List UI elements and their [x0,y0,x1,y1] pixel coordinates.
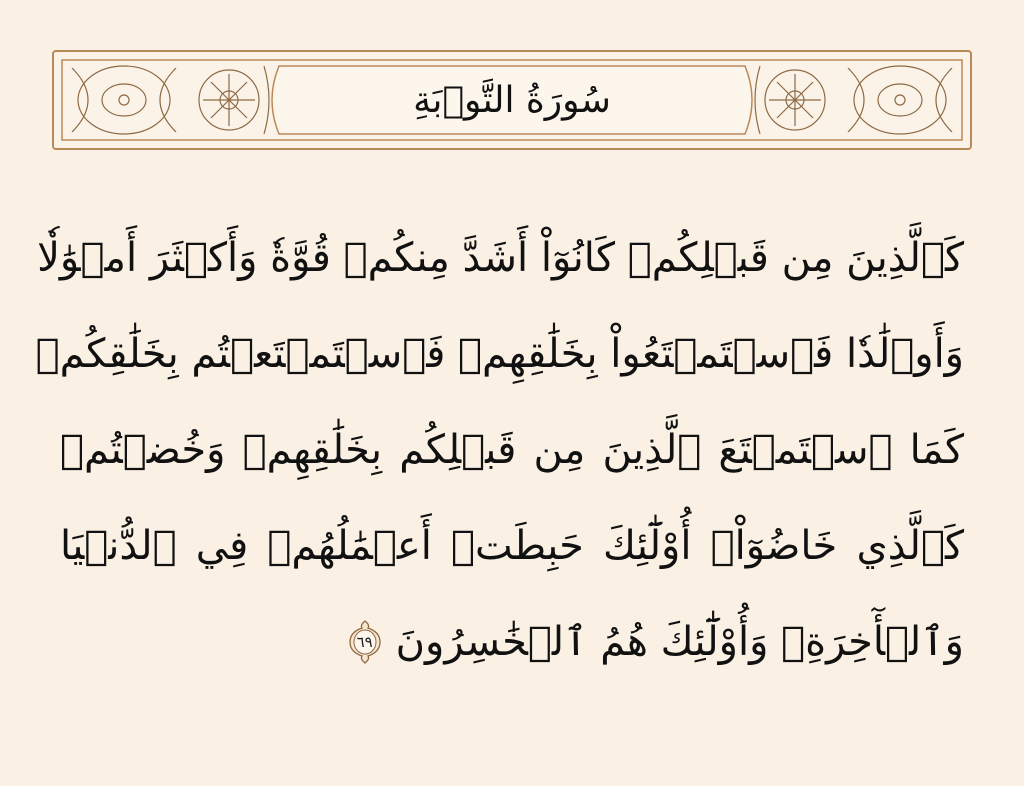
verse-block [35,210,964,690]
surah-header [52,50,972,150]
verse-line-text: كَٱلَّذِي خَاضُوٓاْۚ أُوْلَٰٓئِكَ حَبِطَتۡ أَعۡمَٰلُهُمۡ فِي ٱلدُّنۡيَا [60,523,964,569]
ayah-number-marker [348,619,382,665]
verse-line [60,594,964,690]
verse-line [35,306,964,402]
verse-line-text: وَٱلۡأٓخِرَةِۖ وَأُوْلَٰٓئِكَ هُمُ ٱلۡخَٰسِرُونَ [395,619,964,665]
verse-line [37,210,964,306]
verse-line-text: وَأَوۡلَٰدٗا فَٱسۡتَمۡتَعُواْ بِخَلَٰقِهِمۡ فَٱسۡتَمۡتَعۡتُم بِخَلَٰقِكُمۡ [35,331,964,377]
verse-line-text: كَٱلَّذِينَ مِن قَبۡلِكُمۡ كَانُوٓاْ أَشَدَّ مِنكُمۡ قُوَّةٗ وَأَكۡثَرَ أَمۡوَٰلٗا [37,235,964,281]
verse-line-text: كَمَا ٱسۡتَمۡتَعَ ٱلَّذِينَ مِن قَبۡلِكُم بِخَلَٰقِهِمۡ وَخُضۡتُمۡ [60,427,964,473]
ayah-number: ٦٩ [356,633,373,651]
verse-line [60,402,964,498]
verse-line [60,498,964,594]
surah-title: سُورَةُ التَّوۡبَةِ [413,79,611,121]
